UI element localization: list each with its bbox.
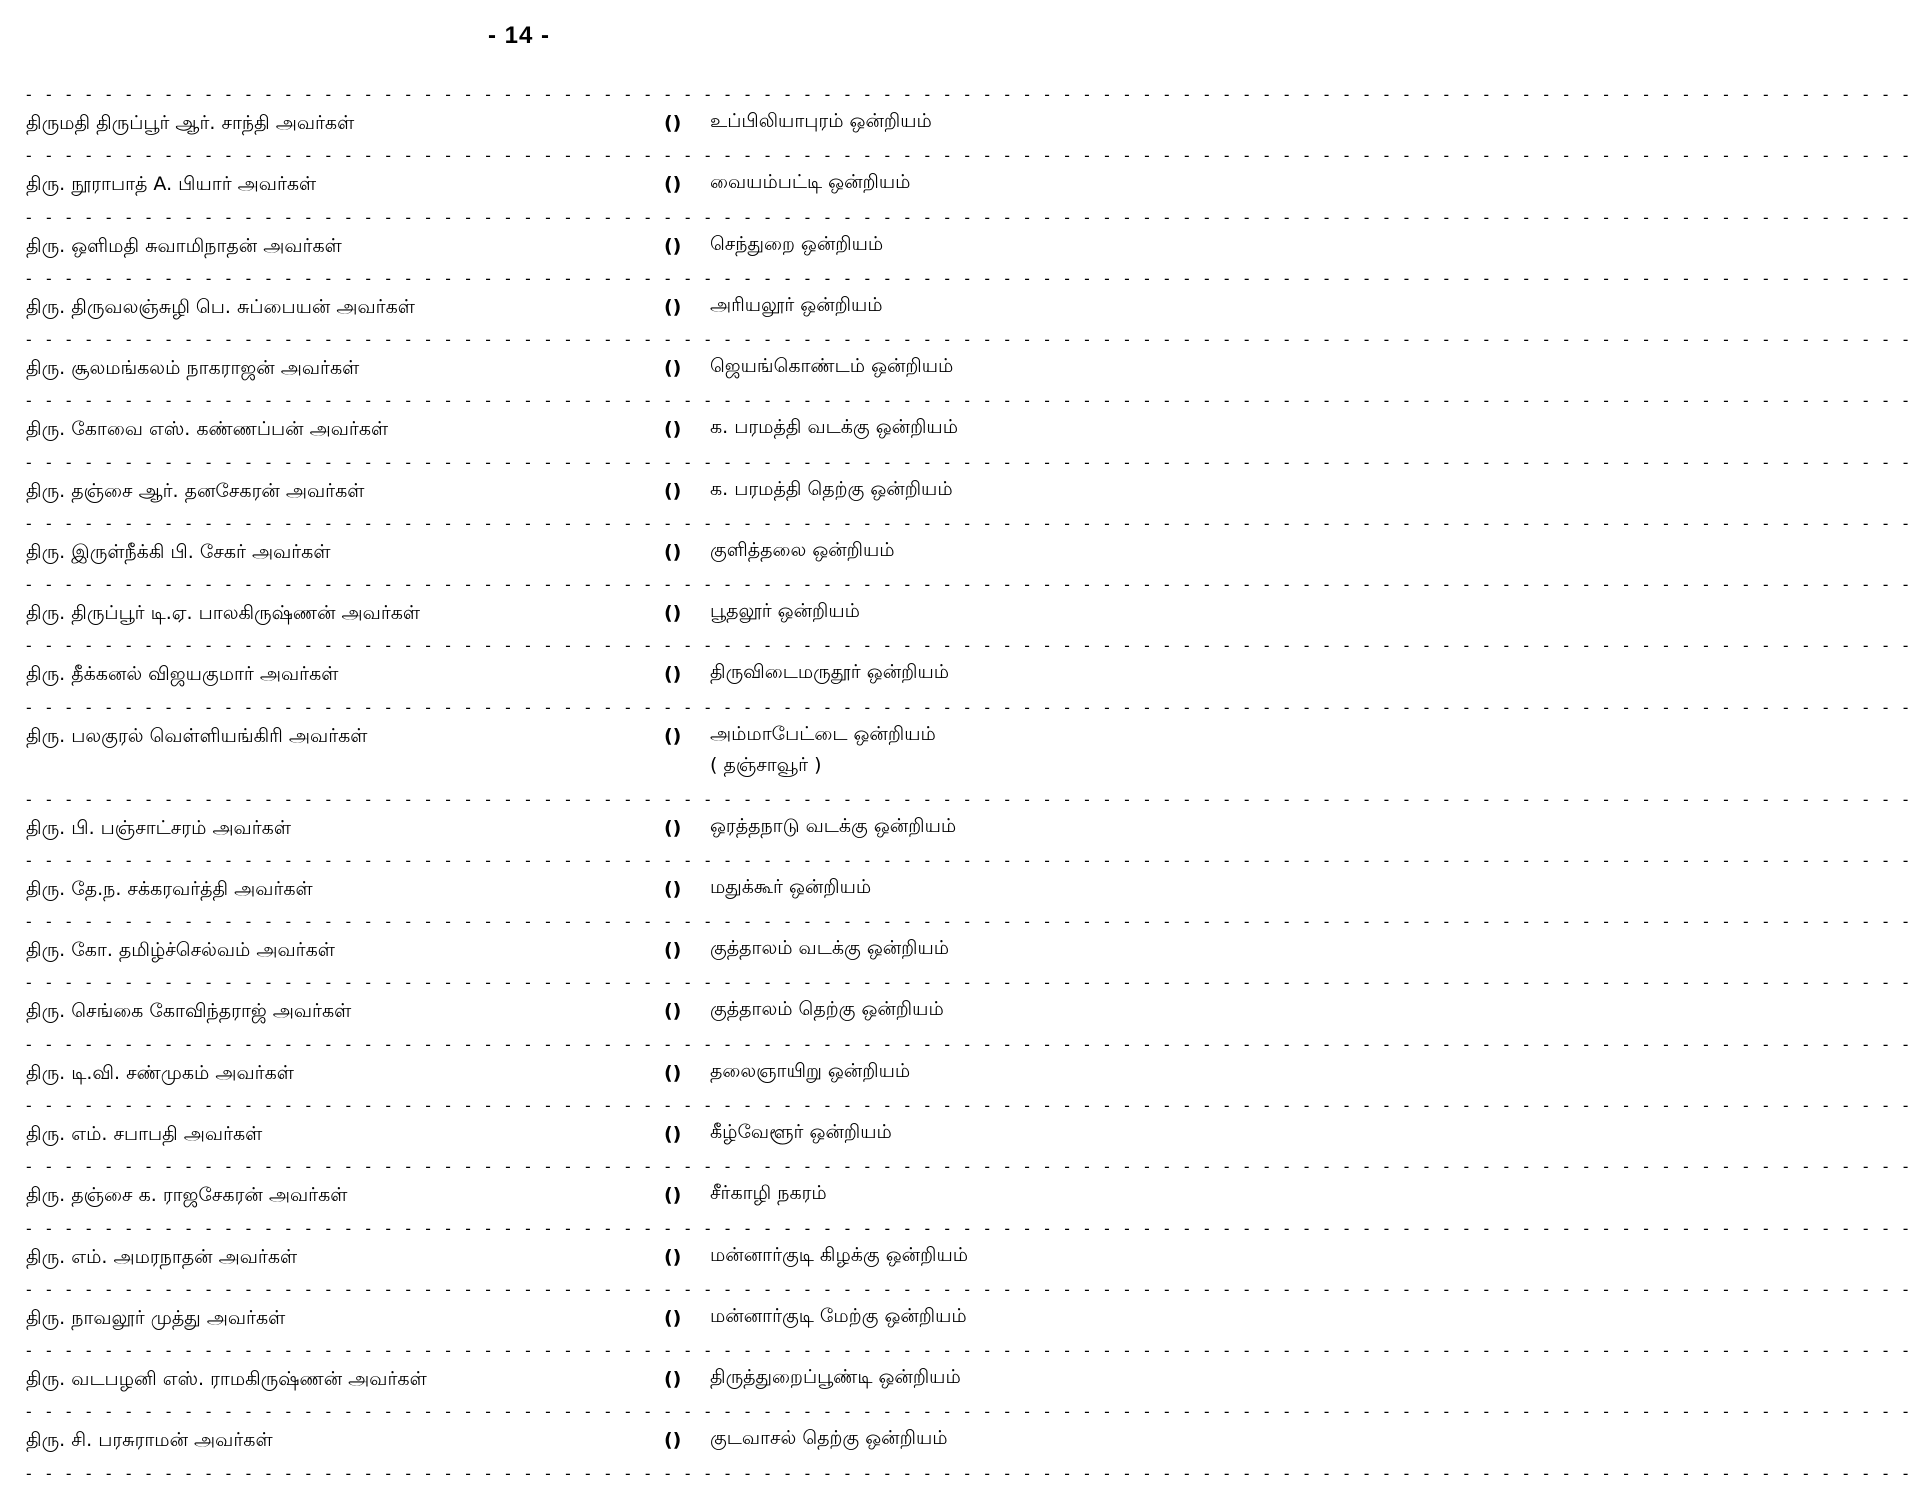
area-name: திருத்துறைப்பூண்டி ஒன்றியம் xyxy=(710,1366,961,1389)
list-item xyxy=(24,1117,1012,1156)
assigned-area xyxy=(710,719,936,781)
area-name: திருவிடைமருதூர் ஒன்றியம் xyxy=(710,661,950,684)
person-name: திரு. கோ. தமிழ்ச்செல்வம் அவர்கள் xyxy=(26,939,335,962)
assigned-area xyxy=(710,872,871,903)
person-name: திரு. நூராபாத் A. பியார் அவர்கள் xyxy=(26,173,317,196)
list-item xyxy=(24,994,1012,1033)
area-name: அரியலூர் ஒன்றியம் xyxy=(710,293,883,316)
person-name: திரு. இருள்நீக்கி பி. சேகர் அவர்கள் xyxy=(26,540,331,563)
page-number: - 14 - xyxy=(487,22,550,49)
list-item xyxy=(24,167,1012,206)
assigned-area xyxy=(710,596,860,627)
area-name: சீர்காழி நகரம் xyxy=(710,1182,827,1205)
dashed-divider: - - - - - - - - - - - - - - - - - - - - - - - - - - - - - - - - - - - - - - - - - - - - - - - - - - - - - - - - - - - - - - - - - - - - - - - - - - - - - - - - - - - - - - - - - - - - - - - xyxy=(24,575,1911,595)
person-name: திரு. எம். அமரநாதன் அவர்கள் xyxy=(26,1245,298,1268)
dashed-divider: - - - - - - - - - - - - - - - - - - - - - - - - - - - - - - - - - - - - - - - - - - - - - - - - - - - - - - - - - - - - - - - - - - - - - - - - - - - - - - - - - - - - - - - - - - - - - - - xyxy=(24,1463,1911,1483)
person-name: திரு. தீக்கனல் விஜயகுமார் அவர்கள் xyxy=(26,663,339,686)
list-item xyxy=(24,535,1012,574)
list-item xyxy=(24,933,1012,972)
person-name: திரு. பலகுரல் வெள்ளியங்கிரி அவர்கள் xyxy=(26,724,368,747)
area-name: மன்னார்குடி கிழக்கு ஒன்றியம் xyxy=(710,1243,969,1266)
area-name: செந்துறை ஒன்றியம் xyxy=(710,232,884,255)
dashed-divider: - - - - - - - - - - - - - - - - - - - - - - - - - - - - - - - - - - - - - - - - - - - - - - - - - - - - - - - - - - - - - - - - - - - - - - - - - - - - - - - - - - - - - - - - - - - - - - - xyxy=(24,330,1911,350)
dashed-divider: - - - - - - - - - - - - - - - - - - - - - - - - - - - - - - - - - - - - - - - - - - - - - - - - - - - - - - - - - - - - - - - - - - - - - - - - - - - - - - - - - - - - - - - - - - - - - - - xyxy=(24,1402,1911,1422)
list-item xyxy=(24,106,1012,145)
person-name: திரு. சி. பரசுராமன் அவர்கள் xyxy=(26,1429,273,1452)
separator-mark: () xyxy=(664,1184,682,1207)
dashed-divider: - - - - - - - - - - - - - - - - - - - - - - - - - - - - - - - - - - - - - - - - - - - - - - - - - - - - - - - - - - - - - - - - - - - - - - - - - - - - - - - - - - - - - - - - - - - - - - - xyxy=(24,1157,1911,1177)
area-name: மன்னார்குடி மேற்கு ஒன்றியம் xyxy=(710,1304,967,1327)
person-name: திரு. தே.ந. சக்கரவர்த்தி அவர்கள் xyxy=(26,877,313,900)
separator-mark: () xyxy=(664,663,682,686)
dashed-divider: - - - - - - - - - - - - - - - - - - - - - - - - - - - - - - - - - - - - - - - - - - - - - - - - - - - - - - - - - - - - - - - - - - - - - - - - - - - - - - - - - - - - - - - - - - - - - - - xyxy=(24,1095,1911,1115)
dashed-divider: - - - - - - - - - - - - - - - - - - - - - - - - - - - - - - - - - - - - - - - - - - - - - - - - - - - - - - - - - - - - - - - - - - - - - - - - - - - - - - - - - - - - - - - - - - - - - - - xyxy=(24,452,1911,472)
area-name: க. பரமத்தி தெற்கு ஒன்றியம் xyxy=(710,477,953,500)
person-name: திரு. சூலமங்கலம் நாகராஜன் அவர்கள் xyxy=(26,357,360,380)
dashed-divider: - - - - - - - - - - - - - - - - - - - - - - - - - - - - - - - - - - - - - - - - - - - - - - - - - - - - - - - - - - - - - - - - - - - - - - - - - - - - - - - - - - - - - - - - - - - - - - - xyxy=(24,636,1911,656)
dashed-divider: - - - - - - - - - - - - - - - - - - - - - - - - - - - - - - - - - - - - - - - - - - - - - - - - - - - - - - - - - - - - - - - - - - - - - - - - - - - - - - - - - - - - - - - - - - - - - - - xyxy=(24,973,1911,993)
assigned-area xyxy=(710,933,949,964)
assigned-area xyxy=(710,811,956,842)
area-name: குடவாசல் தெற்கு ஒன்றியம் xyxy=(710,1427,948,1450)
separator-mark: () xyxy=(664,357,682,380)
list-item xyxy=(24,657,1012,696)
area-name: உப்பிலியாபுரம் ஒன்றியம் xyxy=(710,110,932,132)
dashed-divider: - - - - - - - - - - - - - - - - - - - - - - - - - - - - - - - - - - - - - - - - - - - - - - - - - - - - - - - - - - - - - - - - - - - - - - - - - - - - - - - - - - - - - - - - - - - - - - - xyxy=(24,1341,1911,1361)
assigned-area xyxy=(710,229,883,260)
list-item xyxy=(24,229,1012,268)
dashed-divider: - - - - - - - - - - - - - - - - - - - - - - - - - - - - - - - - - - - - - - - - - - - - - - - - - - - - - - - - - - - - - - - - - - - - - - - - - - - - - - - - - - - - - - - - - - - - - - - xyxy=(24,513,1911,533)
separator-mark: () xyxy=(664,1306,682,1329)
separator-mark: () xyxy=(664,112,682,134)
list-item xyxy=(24,1301,1012,1340)
dashed-divider: - - - - - - - - - - - - - - - - - - - - - - - - - - - - - - - - - - - - - - - - - - - - - - - - - - - - - - - - - - - - - - - - - - - - - - - - - - - - - - - - - - - - - - - - - - - - - - - xyxy=(24,391,1911,411)
dashed-divider: - - - - - - - - - - - - - - - - - - - - - - - - - - - - - - - - - - - - - - - - - - - - - - - - - - - - - - - - - - - - - - - - - - - - - - - - - - - - - - - - - - - - - - - - - - - - - - - xyxy=(24,268,1911,288)
assigned-area xyxy=(710,290,883,321)
list-item xyxy=(24,412,1012,451)
assigned-area xyxy=(710,474,953,505)
separator-mark: () xyxy=(664,1122,682,1145)
area-name: மதுக்கூர் ஒன்றியம் xyxy=(710,875,872,898)
dashed-divider: - - - - - - - - - - - - - - - - - - - - - - - - - - - - - - - - - - - - - - - - - - - - - - - - - - - - - - - - - - - - - - - - - - - - - - - - - - - - - - - - - - - - - - - - - - - - - - - xyxy=(24,1218,1911,1238)
area-name: கீழ்வேளூர் ஒன்றியம் xyxy=(710,1120,892,1143)
person-name: திரு. ஒளிமதி சுவாமிநாதன் அவர்கள் xyxy=(26,234,342,257)
dashed-divider: - - - - - - - - - - - - - - - - - - - - - - - - - - - - - - - - - - - - - - - - - - - - - - - - - - - - - - - - - - - - - - - - - - - - - - - - - - - - - - - - - - - - - - - - - - - - - - - xyxy=(24,697,1911,717)
assigned-area xyxy=(710,1178,827,1209)
separator-mark: () xyxy=(664,173,682,196)
assigned-area xyxy=(710,1301,967,1332)
list-item xyxy=(24,1178,1012,1217)
list-item xyxy=(24,596,1012,635)
separator-mark: () xyxy=(664,1061,682,1084)
separator-mark: () xyxy=(664,540,682,563)
assignment-list xyxy=(24,84,1911,1485)
dashed-divider: - - - - - - - - - - - - - - - - - - - - - - - - - - - - - - - - - - - - - - - - - - - - - - - - - - - - - - - - - - - - - - - - - - - - - - - - - - - - - - - - - - - - - - - - - - - - - - - xyxy=(24,850,1911,870)
list-item xyxy=(24,1240,1012,1279)
area-name: பூதலூர் ஒன்றியம் xyxy=(710,600,860,623)
area-name: க. பரமத்தி வடக்கு ஒன்றியம் xyxy=(710,416,959,439)
separator-mark: () xyxy=(664,816,682,839)
assigned-area xyxy=(710,1117,892,1148)
separator-mark: () xyxy=(664,1000,682,1023)
separator-mark: () xyxy=(664,602,682,625)
assigned-area xyxy=(710,351,953,382)
separator-mark: () xyxy=(664,1368,682,1391)
person-name: திருமதி திருப்பூர் ஆர். சாந்தி அவர்கள் xyxy=(26,112,355,134)
list-item xyxy=(24,1362,1012,1401)
separator-mark: () xyxy=(664,418,682,441)
assigned-area xyxy=(710,1362,961,1393)
area-name: ஒரத்தநாடு வடக்கு ஒன்றியம் xyxy=(710,814,957,837)
dashed-divider: - - - - - - - - - - - - - - - - - - - - - - - - - - - - - - - - - - - - - - - - - - - - - - - - - - - - - - - - - - - - - - - - - - - - - - - - - - - - - - - - - - - - - - - - - - - - - - - xyxy=(24,1034,1911,1054)
area-name: குத்தாலம் வடக்கு ஒன்றியம் xyxy=(710,937,950,960)
list-item xyxy=(24,872,1012,911)
list-item xyxy=(24,474,1012,513)
separator-mark: () xyxy=(664,479,682,502)
area-name: குத்தாலம் தெற்கு ஒன்றியம் xyxy=(710,998,944,1021)
area-name: வையம்பட்டி ஒன்றியம் xyxy=(710,171,911,194)
separator-mark: () xyxy=(664,939,682,962)
list-item xyxy=(24,351,1012,390)
area-name: தலைஞாயிறு ஒன்றியம் xyxy=(710,1059,911,1082)
area-name: ஜெயங்கொண்டம் ஒன்றியம் xyxy=(710,355,954,378)
person-name: திரு. நாவலூர் முத்து அவர்கள் xyxy=(26,1306,286,1329)
person-name: திரு. பி. பஞ்சாட்சரம் அவர்கள் xyxy=(26,816,291,839)
assigned-area xyxy=(710,657,949,688)
list-item xyxy=(24,811,1012,850)
assigned-area xyxy=(710,1056,910,1087)
assigned-area xyxy=(710,106,932,137)
separator-mark: () xyxy=(664,1429,682,1452)
person-name: திரு. எம். சபாபதி அவர்கள் xyxy=(26,1122,263,1145)
person-name: திரு. டி.வி. சண்முகம் அவர்கள் xyxy=(26,1061,294,1084)
list-item xyxy=(24,290,1012,329)
separator-mark: () xyxy=(664,1245,682,1268)
dashed-divider: - - - - - - - - - - - - - - - - - - - - - - - - - - - - - - - - - - - - - - - - - - - - - - - - - - - - - - - - - - - - - - - - - - - - - - - - - - - - - - - - - - - - - - - - - - - - - - - xyxy=(24,85,1911,104)
area-name: அம்மாபேட்டை ஒன்றியம் xyxy=(710,722,936,745)
separator-mark: () xyxy=(664,234,682,257)
separator-mark: () xyxy=(664,877,682,900)
person-name: திரு. செங்கை கோவிந்தராஜ் அவர்கள் xyxy=(26,1000,352,1023)
person-name: திரு. திருவலஞ்சுழி பெ. சுப்பையன் அவர்கள் xyxy=(26,295,415,318)
separator-mark: () xyxy=(664,295,682,318)
assigned-area xyxy=(710,412,958,443)
separator-mark: () xyxy=(664,724,682,747)
person-name: திரு. தஞ்சை க. ராஜசேகரன் அவர்கள் xyxy=(26,1184,348,1207)
assigned-area xyxy=(710,994,944,1025)
dashed-divider: - - - - - - - - - - - - - - - - - - - - - - - - - - - - - - - - - - - - - - - - - - - - - - - - - - - - - - - - - - - - - - - - - - - - - - - - - - - - - - - - - - - - - - - - - - - - - - - xyxy=(24,146,1911,166)
dashed-divider: - - - - - - - - - - - - - - - - - - - - - - - - - - - - - - - - - - - - - - - - - - - - - - - - - - - - - - - - - - - - - - - - - - - - - - - - - - - - - - - - - - - - - - - - - - - - - - - xyxy=(24,789,1911,809)
assigned-area xyxy=(710,535,895,566)
person-name: திரு. தஞ்சை ஆர். தனசேகரன் அவர்கள் xyxy=(26,479,365,502)
area-name: குளித்தலை ஒன்றியம் xyxy=(710,538,895,561)
assigned-area xyxy=(710,1423,948,1454)
list-item xyxy=(24,1056,1012,1095)
list-item xyxy=(24,1423,1012,1462)
dashed-divider: - - - - - - - - - - - - - - - - - - - - - - - - - - - - - - - - - - - - - - - - - - - - - - - - - - - - - - - - - - - - - - - - - - - - - - - - - - - - - - - - - - - - - - - - - - - - - - - xyxy=(24,207,1911,227)
person-name: திரு. வடபழனி எஸ். ராமகிருஷ்ணன் அவர்கள் xyxy=(26,1368,427,1391)
assigned-area xyxy=(710,167,910,198)
list-item xyxy=(24,719,1012,789)
area-district: ( தஞ்சாவூர் ) xyxy=(710,753,822,776)
person-name: திரு. திருப்பூர் டி.ஏ. பாலகிருஷ்ணன் அவர்கள் xyxy=(26,602,421,625)
person-name: திரு. கோவை எஸ். கண்ணப்பன் அவர்கள் xyxy=(26,418,389,441)
dashed-divider: - - - - - - - - - - - - - - - - - - - - - - - - - - - - - - - - - - - - - - - - - - - - - - - - - - - - - - - - - - - - - - - - - - - - - - - - - - - - - - - - - - - - - - - - - - - - - - - xyxy=(24,1279,1911,1299)
assigned-area xyxy=(710,1240,968,1271)
dashed-divider: - - - - - - - - - - - - - - - - - - - - - - - - - - - - - - - - - - - - - - - - - - - - - - - - - - - - - - - - - - - - - - - - - - - - - - - - - - - - - - - - - - - - - - - - - - - - - - - xyxy=(24,912,1911,932)
